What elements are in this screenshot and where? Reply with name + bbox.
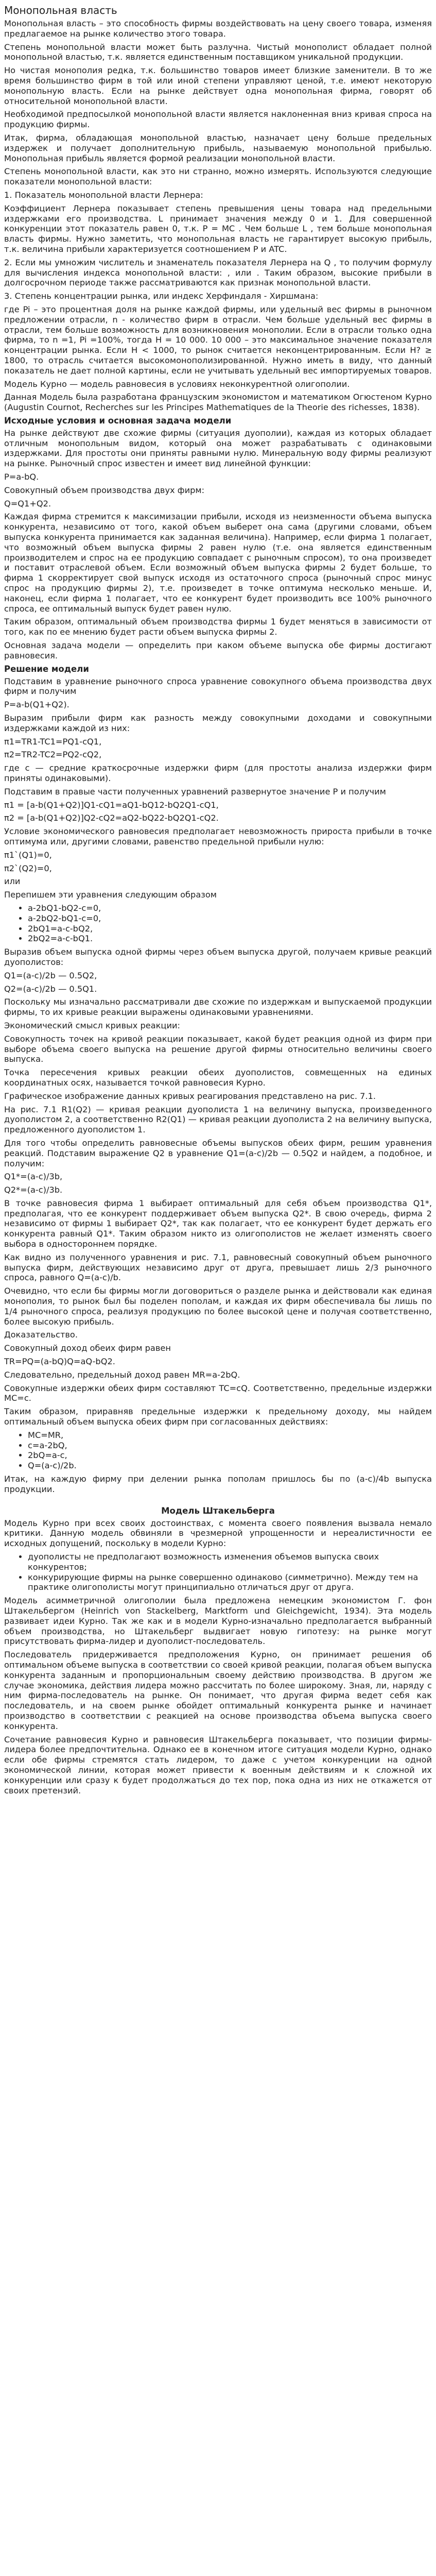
paragraph: 1. Показатель монопольной власти Лернера: — [4, 190, 203, 200]
formula: P=a-bQ. — [4, 472, 39, 482]
list-item: • c=a-2bQ, — [28, 1440, 432, 1451]
paragraph: Степень монопольной власти, как это ни странно, можно измерять. Используются следующие показатели монопольной власти: — [4, 166, 432, 187]
list-item: • a-2bQ2-bQ1-c=0, — [28, 913, 432, 924]
paragraph: 2. Если мы умножим числитель и знаменатель показателя Лернера на Q , то получим формулу для вычисления индекса монопольной власти: , или . Таким образом, высокие прибыли в долгосрочном периоде также рассматриваются как признак монопольной власти. — [4, 257, 432, 288]
paragraph: где с — средние краткосрочные издержки фирм (для простоты анализа издержки фирм приняты одинаковыми). — [4, 763, 432, 783]
paragraph: Как видно из полученного уравнения и рис. 7.1, равновесный совокупный объем рыночного выпуска фирм, действующих независимо друг от друга, превышает лишь 2/3 рыночного спроса, равного Q=(a-c)/b. — [4, 1252, 432, 1283]
formula: π2=TR2-TC2=PQ2-cQ2, — [4, 750, 102, 760]
formula: Q2=(a-c)/2b — 0.5Q1. — [4, 984, 97, 994]
paragraph: Модель Курно при всех своих достоинствах, с момента своего появления вызвала немало критики. Данную модель обвиняли в чрезмерной упрощенности и нереалистичности ее исходных допущений, поскольку в модели Курно: — [4, 1518, 432, 1549]
formula: π1`(Q1)=0, — [4, 850, 52, 860]
paragraph: Очевидно, что если бы фирмы могли договориться о разделе рынка и действовали как единая монополия, то рынок был бы поделен пополам, и каждая их фирм обеспечивала бы лишь по 1/4 рыночного спроса, реализуя продукцию по более высокой цене и получая соответственно, более высокую прибыль. — [4, 1286, 432, 1327]
formula: Q1*=(a-c)/3b, — [4, 1172, 63, 1182]
paragraph: 3. Степень концентрации рынка, или индекс Херфиндаля - Хиршмана: — [4, 291, 319, 301]
paragraph: Последователь придерживается предположения Курно, он принимает решения об оптимальном объеме выпуска в соответствии со своей кривой реакции, полагая объем выпуска конкурента заданным и пропорциональным своему действию производства. В другом же случае экономика, действия лидера можно рассчитать по более широкому. Зная, ли, наряду с ним фирма-последователь на рынке. Он понимает, что другая фирма ведет себя как последователь, и на своем рынке обойдет оптимальный конкурента рынке и начинает производство в соответствии с реакцией на основе производства объема выпуска своего конкурента. — [4, 1650, 432, 1731]
paragraph: Следовательно, предельный доход равен MR=a-2bQ. — [4, 1369, 240, 1380]
formula: Q=Q1+Q2. — [4, 498, 51, 509]
list-item: • 2bQ2=a-c-bQ1. — [28, 934, 432, 944]
paragraph: Условие экономического равновесия предполагает невозможность прироста прибыли в точке оптимума или, другими словами, равенство предельной прибыли нулю: — [4, 826, 432, 846]
paragraph: Таким образом, приравняв предельные издержки к предельному доходу, мы найдем оптимальный объем выпуска обеих фирм при согласованных действиях: — [4, 1406, 432, 1427]
paragraph: В точке равновесия фирма 1 выбирает оптимальный для себя объем производства Q1*, предполагая, что ее конкурент поддерживает объем выпуска Q2*. В свою очередь, фирма 2 независимо от фирмы 1 выбирает Q2*, так как полагает, что ее конкурент будет держать его конкурента равный Q1*. Таким образом никто из олигополистов не желает изменять своего выбора в одностороннем порядке. — [4, 1198, 432, 1249]
list-item: • конкурирующие фирмы на рынке совершенно одинаково (симметрично). Между тем на практике олигополисты могут принципиально отличаться друг от друга. — [28, 1572, 432, 1593]
paragraph: На рис. 7.1 R1(Q2) — кривая реакции дуополиста 1 на величину выпуска, произведенного дуополистом 2, а соответственно R2(Q1) — кривая реакции дуополиста 2 на величину выпуска, предложенного дуополистом 1. — [4, 1104, 432, 1135]
paragraph: Выразив объем выпуска одной фирмы через объем выпуска другой, получаем кривые реакций дуополистов: — [4, 947, 432, 967]
paragraph: Подставим в правые части полученных уравнений развернутое значение P и получим — [4, 786, 386, 796]
paragraph: На рынке действуют две схожие фирмы (ситуация дуополии), каждая из которых обладает отличным монопольным видом, который она может разрабатывать с одинаковыми издержками. Для простоты они приняты равными нулю. Минеральную воду фирмы реализуют на рынке. Рыночный спрос известен и имеет вид линейной функции: — [4, 428, 432, 469]
paragraph: Монопольная власть – это способность фирмы воздействовать на цену своего товара, изменяя предлагаемое на рынке количество этого товара. — [4, 19, 432, 39]
paragraph: Совокупность точек на кривой реакции показывает, какой будет реакция одной из фирм при выборе объема своего выпуска на решение другой фирмы относительно величины своего выпуска. — [4, 1033, 432, 1064]
list-item: • MC=MR, — [28, 1430, 432, 1440]
paragraph: Выразим прибыли фирм как разность между совокупными доходами и совокупными издержками каждой из них: — [4, 713, 432, 733]
paragraph: Точка пересечения кривых реакции обеих дуополистов, совмещенных на единых координатных осях, называется точкой равновесия Курно. — [4, 1067, 432, 1088]
paragraph: Доказательство. — [4, 1330, 78, 1340]
section-heading: Исходные условия и основная задача модели — [4, 415, 232, 426]
paragraph: Графическое изображение данных кривых реагирования представлено на рис. 7.1. — [4, 1091, 376, 1101]
paragraph: где Pi – это процентная доля на рынке каждой фирмы, или удельный вес фирмы в рыночном предложении отрасли, n - количество фирм в отрасли. Чем больше удельный вес фирмы в отрасли, тем больше возможность для возникновения монополии. Если в отрасли только одна фирма, то n =1, Pi =100%, тогда Н = 10 000. 10 000 – это максимальное значение показателя концентрации рынка. Если Н < 1000, то рынок считается неконцентрированным. Если Н? ≥ 1800, то отрасль считается высокомонополизированной. Нужно иметь в виду, что данный показатель не дает полной картины, если не учитывать удельный вес импортируемых товаров. — [4, 304, 432, 376]
equation-list — [4, 1430, 432, 1471]
paragraph: Основная задача модели — определить при каком объеме выпуска обе фирмы достигают равновесия. — [4, 640, 432, 660]
formula: TR=PQ=(a-bQ)Q=aQ-bQ2. — [4, 1357, 115, 1367]
list-item: • дуополисты не предполагают возможность изменения объемов выпуска своих конкурентов; — [28, 1552, 432, 1572]
paragraph: Необходимой предпосылкой монопольной власти является наклоненная вниз кривая спроса на продукцию фирмы. — [4, 109, 432, 130]
paragraph: Итак, фирма, обладающая монопольной властью, назначает цену больше предельных издержек и получает дополнительную прибыль, называемую монопольной прибылью. Монопольная прибыль является формой реализации монопольной власти. — [4, 132, 432, 163]
formula: π1 = [a-b(Q1+Q2)]Q1-cQ1=aQ1-bQ12-bQ2Q1-cQ1, — [4, 800, 219, 810]
paragraph: Совокупный объем производства двух фирм: — [4, 485, 205, 495]
bullet-list — [4, 1552, 432, 1592]
paragraph: Итак, на каждую фирму при делении рынка пополам пришлось бы по (a-c)/4b выпуска продукции. — [4, 1474, 432, 1494]
section-heading: Модель Штакельберга — [161, 1505, 275, 1516]
paragraph: Совокупные издержки обеих фирм составляют TC=cQ. Соответственно, предельные издержки MC=c. — [4, 1383, 432, 1403]
formula: P=a-b(Q1+Q2). — [4, 700, 69, 710]
paragraph: Совокупный доход обеих фирм равен — [4, 1343, 171, 1353]
paragraph: или — [4, 876, 21, 887]
formula: π1=TR1-TC1=PQ1-cQ1, — [4, 736, 102, 747]
list-item: • Q=(a-c)/2b. — [28, 1461, 432, 1471]
list-item: • 2bQ=a-c, — [28, 1450, 432, 1461]
paragraph: Поскольку мы изначально рассматривали две схожие по издержкам и выпускаемой продукции фирмы, то их кривые реакции выражены одинаковыми уравнениями. — [4, 997, 432, 1018]
formula: Q1=(a-c)/2b — 0.5Q2, — [4, 970, 97, 980]
paragraph: Подставим в уравнение рыночного спроса уравнение совокупного объема производства двух фирм и получим — [4, 676, 432, 697]
paragraph: Экономический смысл кривых реакции: — [4, 1020, 180, 1030]
section-heading: Решение модели — [4, 664, 89, 674]
equation-list — [4, 903, 432, 944]
paragraph: Но чистая монополия редка, т.к. большинство товаров имеет близкие заменители. В то же время большинство фирм в той или иной степени управляют ценой, т.е. имеют некоторую монопольную власть. Если на рынке действует одна монопольная фирма, говорят об относительной монопольной власти. — [4, 65, 432, 106]
paragraph: Сочетание равновесия Курно и равновесия Штакельберга показывает, что позиции фирмы-лидера более предпочтительна. Однако ее в конечном итоге ситуация модели Курно, однако если обе фирмы стремятся стать лидером, то даже с учетом конкуренции на одной экономической линии, которая может привести к военным действиям и к сложной их конкуренции или сразу к будет продолжаться до тех пор, пока одна из них не откажется от своих претензий. — [4, 1734, 432, 1795]
formula: π2 = [a-b(Q1+Q2)]Q2-cQ2=aQ2-bQ22-bQ2Q1-cQ2. — [4, 813, 219, 823]
formula: Q2*=(a-c)/3b. — [4, 1185, 63, 1195]
paragraph: Для того чтобы определить равновесные объемы выпусков обеих фирм, решим уравнения реакций. Подставим выражение Q2 в уравнение Q1=(a-c)/2b — 0.5Q2 и найдем, а подобное, и получим: — [4, 1138, 432, 1168]
paragraph: Каждая фирма стремится к максимизации прибыли, исходя из неизменности объема выпуска конкурента, независимо от того, какой объем выберет она сама (другими словами, объем выпуска конкурента принимается как заданная величина). Например, если фирма 1 полагает, что возможный объем выпуска фирмы 2 равен нулю (т.е. она является единственным производителем и спрос на ее продукцию совпадает с рыночным спросом), то она произведет и поставит отраслевой объем. Если возможный объем выпуска фирмы 2 будет больше, то фирма 1 скорректирует свой выпуск исходя из остаточного спроса (рыночный спрос минус спрос на продукцию фирмы 2), т.е. произведет в точке оптимума несколько меньше. И, наконец, если фирма 1 полагает, что ее конкурент будет производить все 100% рыночного спроса, ее оптимальный выпуск будет равен нулю. — [4, 512, 432, 614]
paragraph: Модель Курно — модель равновесия в условиях неконкурентной олигополии. — [4, 379, 350, 389]
paragraph: Таким образом, оптимальный объем производства фирмы 1 будет меняться в зависимости от того, как по ее мнению будет расти объем выпуска фирмы 2. — [4, 617, 432, 637]
page-title: Монопольная власть — [4, 4, 117, 16]
paragraph: Степень монопольной власти может быть разлучна. Чистый монополист обладает полной монопольной властью, т.к. является единственным поставщиком уникальной продукции. — [4, 42, 432, 62]
paragraph: Модель асимметричной олигополии была предложена немецким экономистом Г. фон Штакельбергом (Heinrich von Stackelberg, Marktform und Gleichgewicht, 1934). Эта модель развивает идеи Курно. Так же как и в модели Курно-изначально предполагается выбранный объем производства, но Штакельберг выдвигает новую гипотезу: на рынке могут присутствовать фирма-лидер и дуополист-последователь. — [4, 1596, 432, 1647]
list-item: • 2bQ1=a-c-bQ2, — [28, 924, 432, 934]
paragraph: Перепишем эти уравнения следующим образом — [4, 890, 217, 900]
paragraph: Данная Модель была разработана французским экономистом и математиком Огюстеном Курно (Augustin Cournot, Recherches sur les Principes Mathematiques de la Theorie des richesses, 1838). — [4, 392, 432, 413]
paragraph: Коэффициент Лернера показывает степень превышения цены товара над предельными издержками его производства. L принимает значения между 0 и 1. Для совершенной конкуренции этот показатель равен 0, т.к. P = MC . Чем больше L , тем больше монопольная власть фирмы. Нужно заметить, что монопольная власть не гарантирует высокую прибыль, т.к. величина прибыли характеризуется соотношением P и ATC. — [4, 203, 432, 254]
formula: π2`(Q2)=0, — [4, 863, 52, 873]
list-item: • a-2bQ1-bQ2-c=0, — [28, 903, 432, 913]
